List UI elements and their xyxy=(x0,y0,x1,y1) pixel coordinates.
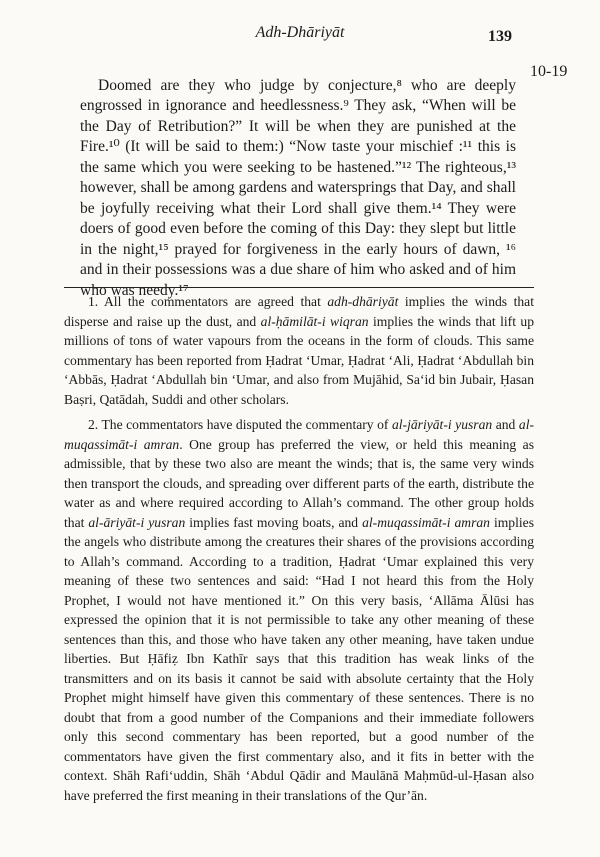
footnote-2 xyxy=(64,415,534,805)
footnote-2-text: and xyxy=(492,417,519,432)
page-number: 139 xyxy=(488,28,512,45)
footnote-2-text: implies the angels who distribute among the creatures their shares of the provisions according to Allah’s command. According to a tradition, Ḥadrat ‘Umar explained this very meaning of these two sentences and said: “Had I not heard this from the Holy Prophet, I would not have mentioned it.” On this very basis, ‘Allāma Ālūsi has expressed the opinion that it is not permissible to take any other meaning of these sentences than this, and those who have taken any other meaning, have taken undue liberties. But Ḥāfiẓ Ibn Kathīr says that this tradition has weak links of the transmitters and on its basis it cannot be said with absolute certainty that the Holy Prophet might himself have given this commentary of these sentences. There is no doubt that from a good number of the Companions and their immediate followers only this second commentary has been reported, but a good number of the commentators have given the first commentary also, and it fits in better with the context. Shāh Rafi‘uddin, Shāh ‘Abdul Qādir and Maulānā Maḥmūd-ul-Ḥasan also have preferred the first meaning in their translations of the Qur’ān. xyxy=(64,514,534,803)
footnote-1 xyxy=(64,292,534,409)
footnote-1-text: implies the winds that disperse and raise up the dust, and xyxy=(64,294,534,329)
footnote-1-term: adh-dhāriyāt xyxy=(327,294,399,309)
footnote-2-term: al-āriyāt-i yusran xyxy=(88,514,186,530)
running-header-title: Adh-Dhāriyāt xyxy=(255,24,345,41)
footnote-separator xyxy=(64,287,534,288)
footnote-1-text: 1. All the commentators are agreed that xyxy=(88,294,328,309)
footnote-2-text: . One group has preferred the view, or held this meaning as admissible, that by these two also are meant the winds; that is, the same very winds then transport the clouds, and spreading over different parts of the earth, distribute the water as and where required according to Allah’s command. The other group holds that xyxy=(64,436,534,530)
footnote-1-term: al-ḥāmilāt-i wiqran xyxy=(260,313,369,329)
footnote-2-text: implies fast moving boats, and xyxy=(185,514,363,530)
verse-range-marker: 10-19 xyxy=(530,63,568,80)
main-paragraph: Doomed are they who judge by conjecture,⁸ who are deeply engrossed in ignorance and heedlessness.⁹ They ask, “When will be the Day of Retribution?” It will be when they are punished at the Fire.¹⁰ (It will be said to them:) “Now taste your mischief :¹¹ this is the same which you were seeking to be hastened.”¹² The righteous,¹³ however, shall be among gardens and watersprings that Day, and shall be joyfully receiving what their Lord shall give them.¹⁴ They were doers of good even before the coming of this Day: they slept but little in the night,¹⁵ prayed for forgiveness in the early hours of dawn, ¹⁶ and in their possessions was a due share of him who asked and of him who was needy.¹⁷ xyxy=(80,76,516,299)
footnote-2-term: al-jāriyāt-i yusran xyxy=(391,417,493,432)
footnote-2-term: al-muqassimāt-i amran xyxy=(64,417,534,452)
footnotes-section xyxy=(64,292,534,805)
footnote-2-text: 2. The commentators have disputed the commentary of xyxy=(88,417,392,432)
footnote-2-term: al-muqassimāt-i amran xyxy=(362,514,490,530)
footnote-1-text: implies the winds that lift up millions of tons of water vapours from the oceans in the form of clouds. This same commentary has been reported from Ḥadrat ‘Umar, Ḥadrat ‘Ali, Ḥadrat ‘Abdullah bin ‘Abbās, Ḥadrat ‘Abdullah bin ‘Umar, and also from Mujāhid, Sa‘id bin Jubair, Ḥasan Baṣri, Qatādah, Suddi and other scholars. xyxy=(64,313,534,407)
